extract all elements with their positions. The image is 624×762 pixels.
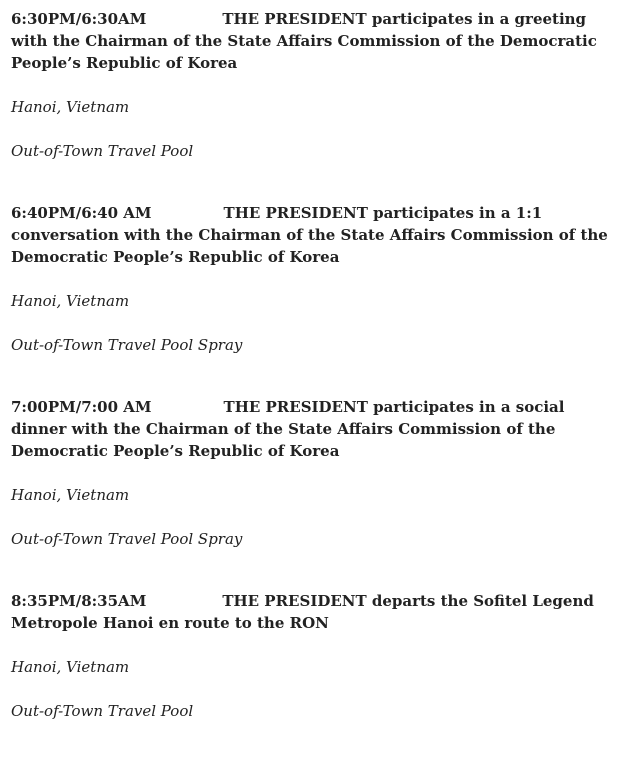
entry-location: Hanoi, Vietnam — [11, 98, 130, 116]
entry-headline — [11, 590, 616, 634]
entry-headline — [11, 202, 616, 268]
entry-event: THE PRESIDENT departs the Sofitel Legend Metropole Hanoi en route to the RON — [11, 592, 594, 632]
entry-headline — [11, 8, 616, 74]
schedule-entry — [11, 202, 616, 356]
entry-location: Hanoi, Vietnam — [11, 292, 130, 310]
entry-time: 8:35PM/8:35AM — [11, 592, 147, 610]
entry-time: 6:30PM/6:30AM — [11, 10, 147, 28]
entry-time: 6:40PM/6:40 AM — [11, 204, 152, 222]
entry-coverage: Out-of-Town Travel Pool — [11, 702, 194, 720]
entry-coverage: Out-of-Town Travel Pool Spray — [11, 530, 243, 548]
entry-coverage: Out-of-Town Travel Pool Spray — [11, 336, 243, 354]
entry-headline — [11, 396, 616, 462]
entry-event: THE PRESIDENT participates in a 1:1 conversation with the Chairman of the State Affairs Commission of the Democratic People’s Republic of Korea — [11, 204, 608, 266]
entry-time: 7:00PM/7:00 AM — [11, 398, 152, 416]
schedule-entry — [11, 396, 616, 550]
schedule-entry — [11, 8, 616, 162]
entry-event: THE PRESIDENT participates in a social dinner with the Chairman of the State Affairs Commission of the Democratic People’s Republic of Korea — [11, 398, 565, 460]
entry-location: Hanoi, Vietnam — [11, 658, 130, 676]
entry-coverage: Out-of-Town Travel Pool — [11, 142, 194, 160]
schedule-entry — [11, 590, 616, 722]
entry-location: Hanoi, Vietnam — [11, 486, 130, 504]
entry-event: THE PRESIDENT participates in a greeting with the Chairman of the State Affairs Commission of the Democratic People’s Republic of Korea — [11, 10, 597, 72]
schedule — [11, 8, 616, 762]
